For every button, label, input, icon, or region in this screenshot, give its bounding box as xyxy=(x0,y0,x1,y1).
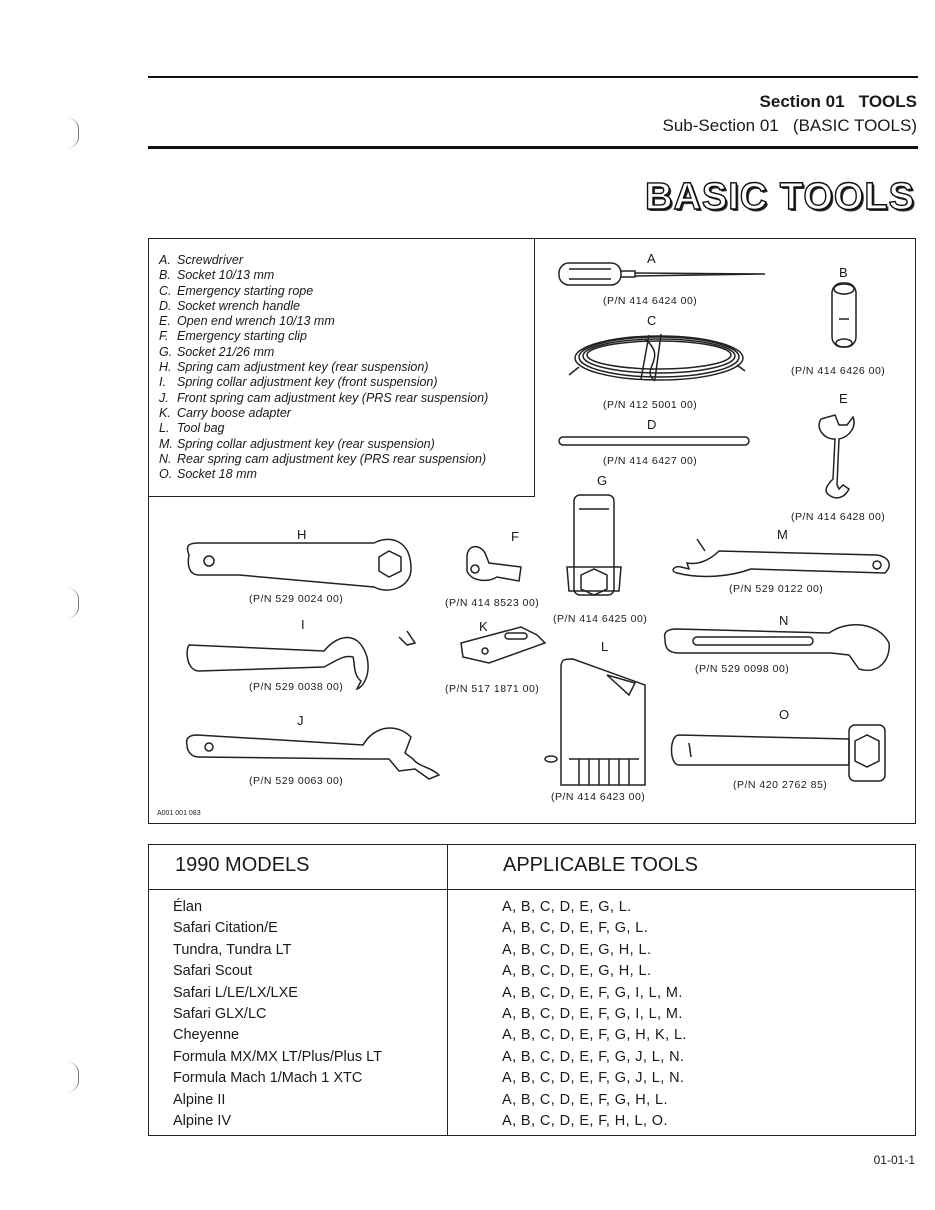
legend-letter: H. xyxy=(159,360,172,375)
model-name: Safari Scout xyxy=(173,963,252,980)
model-name: Élan xyxy=(173,899,203,915)
model-name: Safari Citation/E xyxy=(173,920,278,937)
legend-text: Screwdriver xyxy=(177,253,243,267)
applicable-tools: A, B, C, D, E, G, H, L. xyxy=(502,963,652,980)
applicable-tools: A, B, C, D, E, F, G, H, K, L. xyxy=(502,1027,687,1044)
screwdriver-icon xyxy=(559,263,765,285)
table-row xyxy=(149,1006,915,1027)
socket-10-13-icon xyxy=(832,283,856,347)
open-end-wrench-icon xyxy=(819,415,854,498)
table-row xyxy=(149,1070,915,1091)
model-name: Alpine II xyxy=(173,1091,226,1108)
applicable-tools: A, B, C, D, E, F, G, I, L, M. xyxy=(502,984,683,1001)
label-i: I xyxy=(301,617,305,632)
pn-k: (P/N 517 1871 00) xyxy=(445,683,540,695)
legend-text: Socket 10/13 mm xyxy=(177,268,275,283)
pn-m: (P/N 529 0122 00) xyxy=(729,583,824,595)
table-row xyxy=(149,1113,915,1134)
socket-21-26-icon xyxy=(567,495,621,595)
applicable-tools: A, B, C, D, E, F, G, H, L. xyxy=(502,1091,668,1108)
pn-o: (P/N 420 2762 85) xyxy=(733,779,828,791)
label-o: O xyxy=(779,707,790,722)
label-c: C xyxy=(647,313,657,328)
legend-letter: O. xyxy=(159,467,173,482)
label-j: J xyxy=(297,713,304,728)
label-d: D xyxy=(647,417,657,432)
subsection-header: Sub-Section 01 (BASIC TOOLS) xyxy=(662,116,917,135)
legend-letter: G. xyxy=(159,344,173,359)
pn-h: (P/N 529 0024 00) xyxy=(249,593,344,605)
spring-cam-key-rear-icon xyxy=(187,539,411,590)
legend-letter: J. xyxy=(159,390,169,405)
table-row xyxy=(149,899,915,920)
table-row xyxy=(149,963,915,984)
model-name: Tundra, Tundra LT xyxy=(173,941,292,958)
model-name: Cheyenne xyxy=(173,1027,240,1044)
pn-e: (P/N 414 6428 00) xyxy=(791,511,886,523)
pn-c: (P/N 412 5001 00) xyxy=(603,399,698,411)
page-number: 01-01-1 xyxy=(873,1153,915,1167)
model-name: Alpine IV xyxy=(173,1113,232,1129)
applicable-tools: A, B, C, D, E, F, G, J, L, N. xyxy=(502,1048,685,1065)
legend-text: Open end wrench 10/13 mm xyxy=(177,314,335,329)
table-row xyxy=(149,1092,915,1113)
legend-text: Socket 18 mm xyxy=(177,467,257,482)
socket-18-icon xyxy=(672,725,886,781)
legend-text: Emergency starting clip xyxy=(177,329,307,344)
pn-b: (P/N 414 6426 00) xyxy=(791,365,886,377)
label-b: B xyxy=(839,265,848,280)
tools-figure xyxy=(148,238,916,824)
legend-letter: A. xyxy=(159,253,171,267)
label-l: L xyxy=(601,639,609,654)
margin-mark xyxy=(68,1062,79,1092)
legend-letter: D. xyxy=(159,298,172,313)
legend-text: Spring collar adjustment key (front suspension) xyxy=(177,375,438,390)
legend-letter: L. xyxy=(159,421,170,436)
pn-l: (P/N 414 6423 00) xyxy=(551,791,646,803)
legend-letter: N. xyxy=(159,451,172,466)
label-m: M xyxy=(777,527,788,542)
pn-d: (P/N 414 6427 00) xyxy=(603,455,698,467)
pn-g: (P/N 414 6425 00) xyxy=(553,613,648,625)
section-label: Section 01 xyxy=(759,92,845,111)
legend-letter: K. xyxy=(159,405,171,420)
table-row xyxy=(149,1027,915,1048)
label-g: G xyxy=(597,473,608,488)
page-title: BASIC TOOLS xyxy=(645,176,915,218)
label-k: K xyxy=(479,619,488,634)
legend-text: Emergency starting rope xyxy=(177,283,314,298)
pn-j: (P/N 529 0063 00) xyxy=(249,775,344,787)
section-header xyxy=(760,92,917,112)
applicable-tools: A, B, C, D, E, G, H, L. xyxy=(502,941,652,958)
label-h: H xyxy=(297,527,307,542)
legend-text: Rear spring cam adjustment key (PRS rear suspension) xyxy=(177,451,487,466)
table-row xyxy=(149,942,915,963)
tool-bag-icon xyxy=(545,659,645,785)
col-header-tools: APPLICABLE TOOLS xyxy=(503,854,698,876)
top-rule xyxy=(148,76,918,78)
pn-a: (P/N 414 6424 00) xyxy=(603,295,698,307)
model-name: Formula Mach 1/Mach 1 XTC xyxy=(173,1070,363,1087)
label-a: A xyxy=(647,251,656,266)
table-row xyxy=(149,1049,915,1070)
pn-n: (P/N 529 0098 00) xyxy=(695,663,790,675)
models-table xyxy=(148,844,916,1136)
pn-i: (P/N 529 0038 00) xyxy=(249,681,344,693)
model-name: Safari L/LE/LX/LXE xyxy=(173,984,298,1001)
legend-letter: I. xyxy=(159,375,166,390)
pn-f: (P/N 414 8523 00) xyxy=(445,597,540,609)
legend-text: Carry boose adapter xyxy=(177,405,291,420)
label-e: E xyxy=(839,391,848,406)
legend-text: Socket 21/26 mm xyxy=(177,344,275,359)
margin-mark xyxy=(68,118,79,148)
applicable-tools: A, B, C, D, E, G, L. xyxy=(502,899,632,915)
starting-rope-icon xyxy=(569,334,745,381)
boose-adapter-icon xyxy=(461,627,545,663)
applicable-tools: A, B, C, D, E, F, H, L, O. xyxy=(502,1113,668,1129)
label-f: F xyxy=(511,529,519,544)
legend-letter: C. xyxy=(159,283,172,298)
legend-text: Spring cam adjustment key (rear suspension) xyxy=(177,360,429,375)
table-header xyxy=(149,845,915,890)
label-n: N xyxy=(779,613,789,628)
socket-wrench-handle-icon xyxy=(559,437,749,445)
applicable-tools: A, B, C, D, E, F, G, L. xyxy=(502,920,649,937)
section-topic: TOOLS xyxy=(858,92,917,111)
model-name: Formula MX/MX LT/Plus/Plus LT xyxy=(173,1048,382,1065)
table-row xyxy=(149,920,915,941)
margin-mark xyxy=(68,588,79,618)
header-rule xyxy=(148,146,918,149)
legend-text: Spring collar adjustment key (rear suspension) xyxy=(177,436,435,451)
legend-letter: M. xyxy=(159,436,173,451)
legend-letter: E. xyxy=(159,314,171,329)
tools-illustration xyxy=(149,239,917,825)
starting-clip-icon xyxy=(467,547,521,581)
col-header-models: 1990 MODELS xyxy=(175,854,310,876)
spring-cam-key-prs-front-icon xyxy=(187,728,439,779)
figure-id: A001 001 083 xyxy=(157,810,201,817)
applicable-tools: A, B, C, D, E, F, G, J, L, N. xyxy=(502,1070,685,1087)
legend-text: Socket wrench handle xyxy=(177,298,300,313)
model-name: Safari GLX/LC xyxy=(173,1006,267,1022)
applicable-tools: A, B, C, D, E, F, G, I, L, M. xyxy=(502,1006,683,1022)
table-row xyxy=(149,985,915,1006)
legend-text: Tool bag xyxy=(177,421,225,436)
legend-letter: B. xyxy=(159,268,171,283)
spring-collar-key-rear-icon xyxy=(673,539,889,576)
legend-text: Front spring cam adjustment key (PRS rear suspension) xyxy=(177,390,489,405)
legend-letter: F. xyxy=(159,329,169,344)
